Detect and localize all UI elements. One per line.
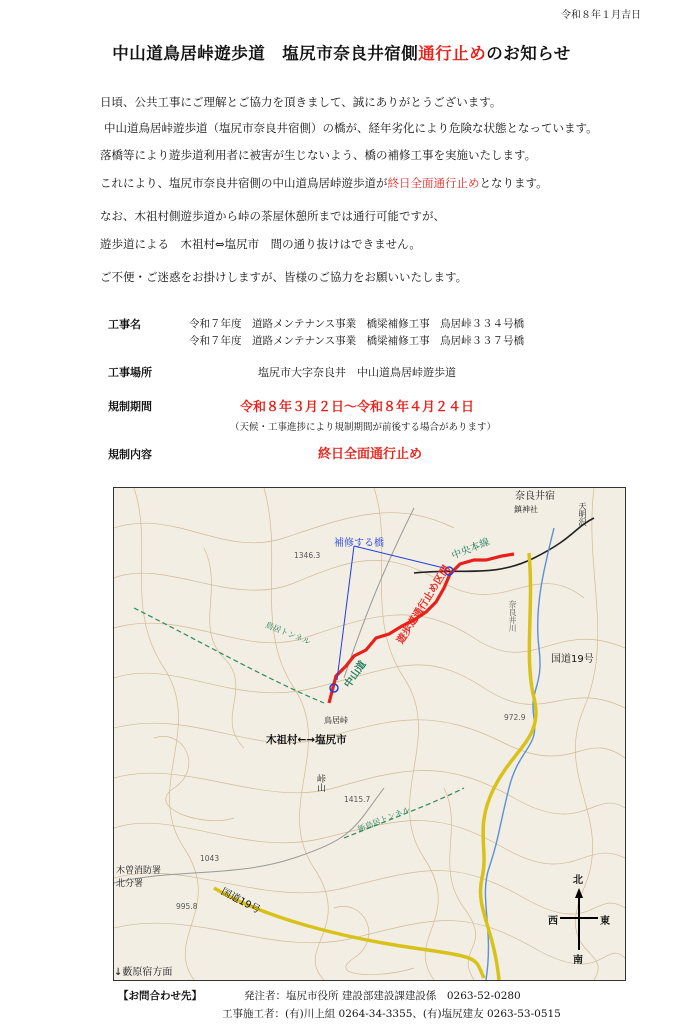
paragraph-4 (100, 175, 548, 191)
nakasendo-label: 中山道 (342, 659, 369, 691)
naraijuku-label: 奈良井宿 (515, 491, 555, 502)
elevation-1043: 1043 (200, 854, 220, 863)
closed-section-label: 遊歩道通行止め区間 (395, 563, 453, 646)
title-part1: 中山道鳥居峠遊歩道 塩尻市奈良井宿側 (112, 44, 419, 63)
compass-east: 東 (600, 916, 610, 927)
page-title (0, 40, 683, 64)
contact-label: 【お問合わせ先】 (118, 990, 202, 1002)
work-name-1: 令和７年度 道路メンテナンス事業 橋梁補修工事 鳥居峠３３４号橋 (189, 318, 525, 330)
togeyama-label: 峠山 (315, 774, 325, 792)
river-line (485, 528, 554, 980)
bridge-label: 補修する橋 (334, 538, 384, 549)
contractor-contact: 工事施工者：(有)川上組 0264-34-3355、(有)塩尻建友 0263-53-0515 (222, 1008, 561, 1020)
torii-tunnel-line (134, 608, 324, 703)
yabuhara-label: ↓藪原宿方面 (114, 967, 173, 978)
compass-west: 西 (548, 916, 558, 927)
period-label: 規制期間 (108, 400, 152, 413)
work-name-label: 工事名 (108, 318, 141, 331)
location-value: 塩尻市大字奈良井 中山道鳥居峠遊歩道 (258, 366, 456, 379)
title-highlight: 通行止め (418, 44, 487, 63)
paragraph-6: 遊歩道による 木祖村⇔塩尻市 間の通り抜けはできません。 (100, 237, 421, 251)
route-map (113, 487, 626, 981)
location-label: 工事場所 (108, 366, 152, 379)
compass-cross (560, 894, 598, 950)
period-note: （天候・工事進捗により規制期間が前後する場合があります） (230, 422, 497, 433)
elevation-1415: 1415.7 (344, 795, 371, 804)
paragraph-4-a: これにより、塩尻市奈良井宿側の中山道鳥居峠遊歩道が (100, 176, 388, 190)
work-name-2: 令和７年度 道路メンテナンス事業 橋梁補修工事 鳥居峠３３７号橋 (189, 335, 525, 347)
new-tunnel-label: 新鳥居トンネル (356, 804, 412, 835)
direction-label: 木祖村←→塩尻市 (266, 734, 347, 746)
content-label: 規制内容 (108, 448, 152, 461)
paragraph-3: 落橋等により遊歩道利用者に被害が生じないよう、橋の補修工事を実施いたします。 (100, 148, 537, 162)
torii-tunnel-label: 鳥居トンネル (264, 620, 312, 647)
orderer-contact: 発注者：塩尻市役所 建設部建設課建設係 0263-52-0280 (244, 990, 521, 1002)
narai-river-label: 奈良井川 (508, 600, 517, 632)
shrine-label: 鎮神社 (514, 505, 538, 514)
paragraph-7: ご不便・ご迷惑をお掛けしますが、皆様のご協力をお願いいたします。 (100, 270, 468, 284)
compass-north: 北 (573, 875, 583, 886)
tenmeizawa-label: 天明沢 (578, 502, 587, 526)
issue-date: 令和８年１月吉日 (561, 10, 641, 21)
route19-right-label: 国道19号 (551, 654, 594, 665)
bridge-pointer-1 (354, 546, 444, 568)
paragraph-4-b: となります。 (479, 176, 548, 190)
paragraph-5: なお、木祖村側遊歩道から峠の茶屋休憩所までは通行可能ですが、 (100, 209, 445, 223)
elevation-995: 995.8 (176, 902, 198, 911)
route19-left-label: 国道19号 (218, 886, 262, 917)
title-part2: のお知らせ (486, 44, 571, 63)
content-value: 終日全面通行止め (318, 447, 423, 462)
chuo-line-label: 中央本線 (450, 536, 492, 562)
paragraph-1: 日頃、公共工事にご理解とご協力を頂きまして、誠にありがとうございます。 (100, 95, 502, 109)
paragraph-2: 中山道鳥居峠遊歩道（塩尻市奈良井宿側）の橋が、経年劣化により危険な状態となっています。 (104, 121, 598, 135)
elevation-972: 972.9 (504, 713, 526, 722)
torii-pass-label: 鳥居峠 (324, 716, 348, 725)
compass-south: 南 (573, 955, 583, 966)
period-value: 令和８年３月２日～令和８年４月２４日 (240, 400, 475, 415)
elevation-1346: 1346.3 (294, 551, 321, 560)
fire-station-label: 木曽消防署 北分署 (116, 866, 162, 889)
paragraph-4-highlight: 終日全面通行止め (387, 176, 480, 190)
